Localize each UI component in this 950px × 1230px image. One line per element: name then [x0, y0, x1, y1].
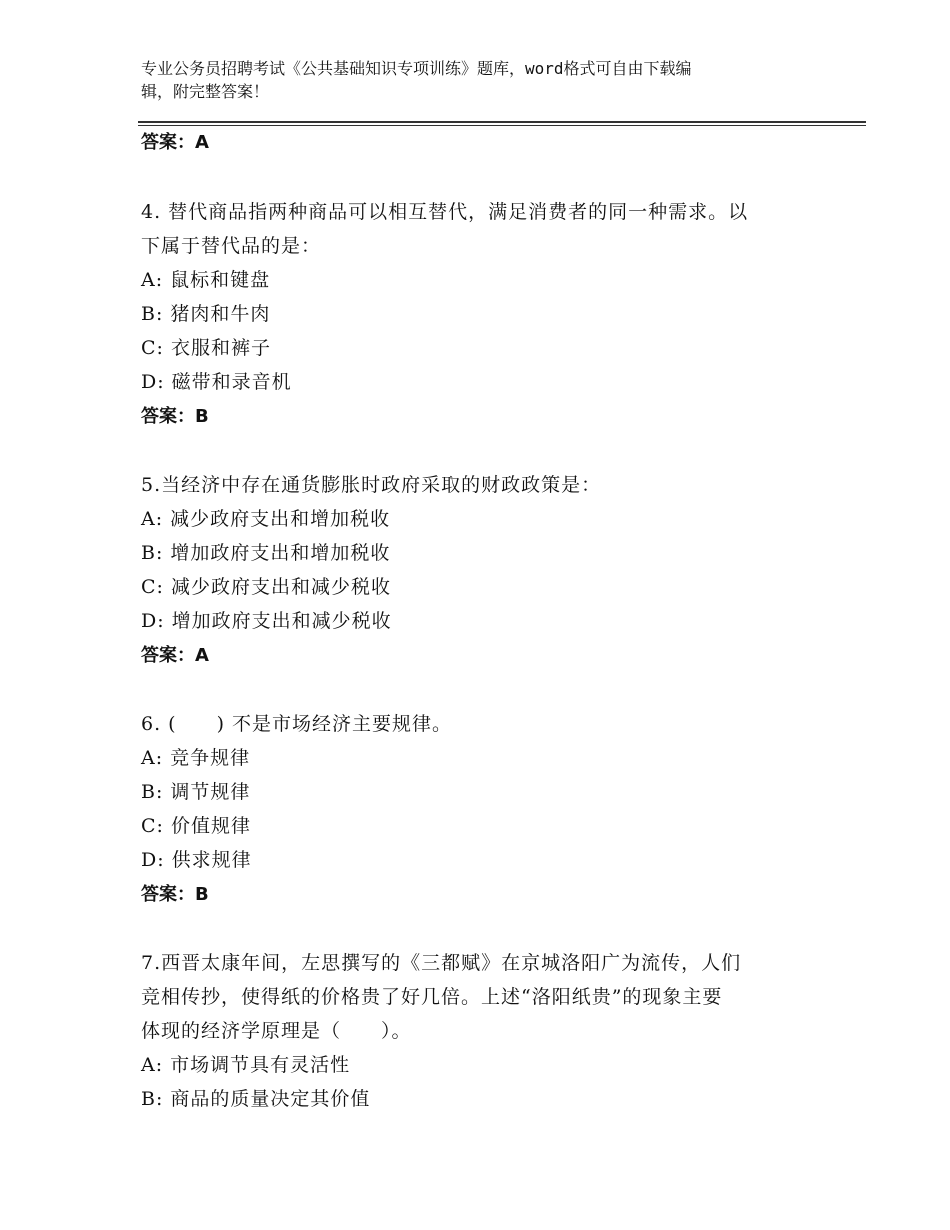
- q6-option-c: C: 价值规律: [141, 815, 251, 837]
- q5-option-d: D: 增加政府支出和减少税收: [141, 610, 392, 632]
- header-divider-thin: [138, 125, 866, 126]
- q7-stem-line-3: 体现的经济学原理是（ ）。: [141, 1020, 412, 1042]
- header-line-1: 专业公务员招聘考试《公共基础知识专项训练》题库，word格式可自由下载编: [141, 59, 692, 78]
- q6-option-a: A: 竞争规律: [141, 747, 251, 769]
- answer-q4: 答案：B: [141, 406, 209, 427]
- q4-stem-line-2: 下属于替代品的是：: [141, 235, 322, 257]
- q7-option-b: B: 商品的质量决定其价值: [141, 1088, 371, 1110]
- answer-q6: 答案：B: [141, 884, 209, 905]
- q6-option-b: B: 调节规律: [141, 781, 251, 803]
- q5-option-c: C: 减少政府支出和减少税收: [141, 576, 391, 598]
- answer-q3: 答案：A: [141, 132, 209, 153]
- q7-stem-line-2: 竞相传抄，使得纸的价格贵了好几倍。上述“洛阳纸贵”的现象主要: [141, 986, 723, 1008]
- q4-option-a: A: 鼠标和键盘: [141, 269, 271, 291]
- q5-option-b: B: 增加政府支出和增加税收: [141, 542, 391, 564]
- document-header: [141, 57, 801, 103]
- q4-option-c: C: 衣服和裤子: [141, 337, 271, 359]
- q6-option-d: D: 供求规律: [141, 849, 252, 871]
- q5-option-a: A: 减少政府支出和增加税收: [141, 508, 391, 530]
- q7-option-a: A: 市场调节具有灵活性: [141, 1054, 351, 1076]
- header-divider-thick: [138, 121, 866, 123]
- q4-option-d: D: 磁带和录音机: [141, 371, 292, 393]
- q4-stem-line-1: 4. 替代商品指两种商品可以相互替代，满足消费者的同一种需求。以: [141, 201, 749, 223]
- answer-q5: 答案：A: [141, 645, 209, 666]
- header-line-2: 辑，附完整答案！: [141, 82, 270, 101]
- q7-stem-line-1: 7.西晋太康年间，左思撰写的《三都赋》在京城洛阳广为流传，人们: [141, 952, 742, 974]
- q6-stem-line-1: 6. ( ) 不是市场经济主要规律。: [141, 713, 453, 735]
- q5-stem-line-1: 5.当经济中存在通货膨胀时政府采取的财政政策是：: [141, 474, 602, 496]
- q4-option-b: B: 猪肉和牛肉: [141, 303, 271, 325]
